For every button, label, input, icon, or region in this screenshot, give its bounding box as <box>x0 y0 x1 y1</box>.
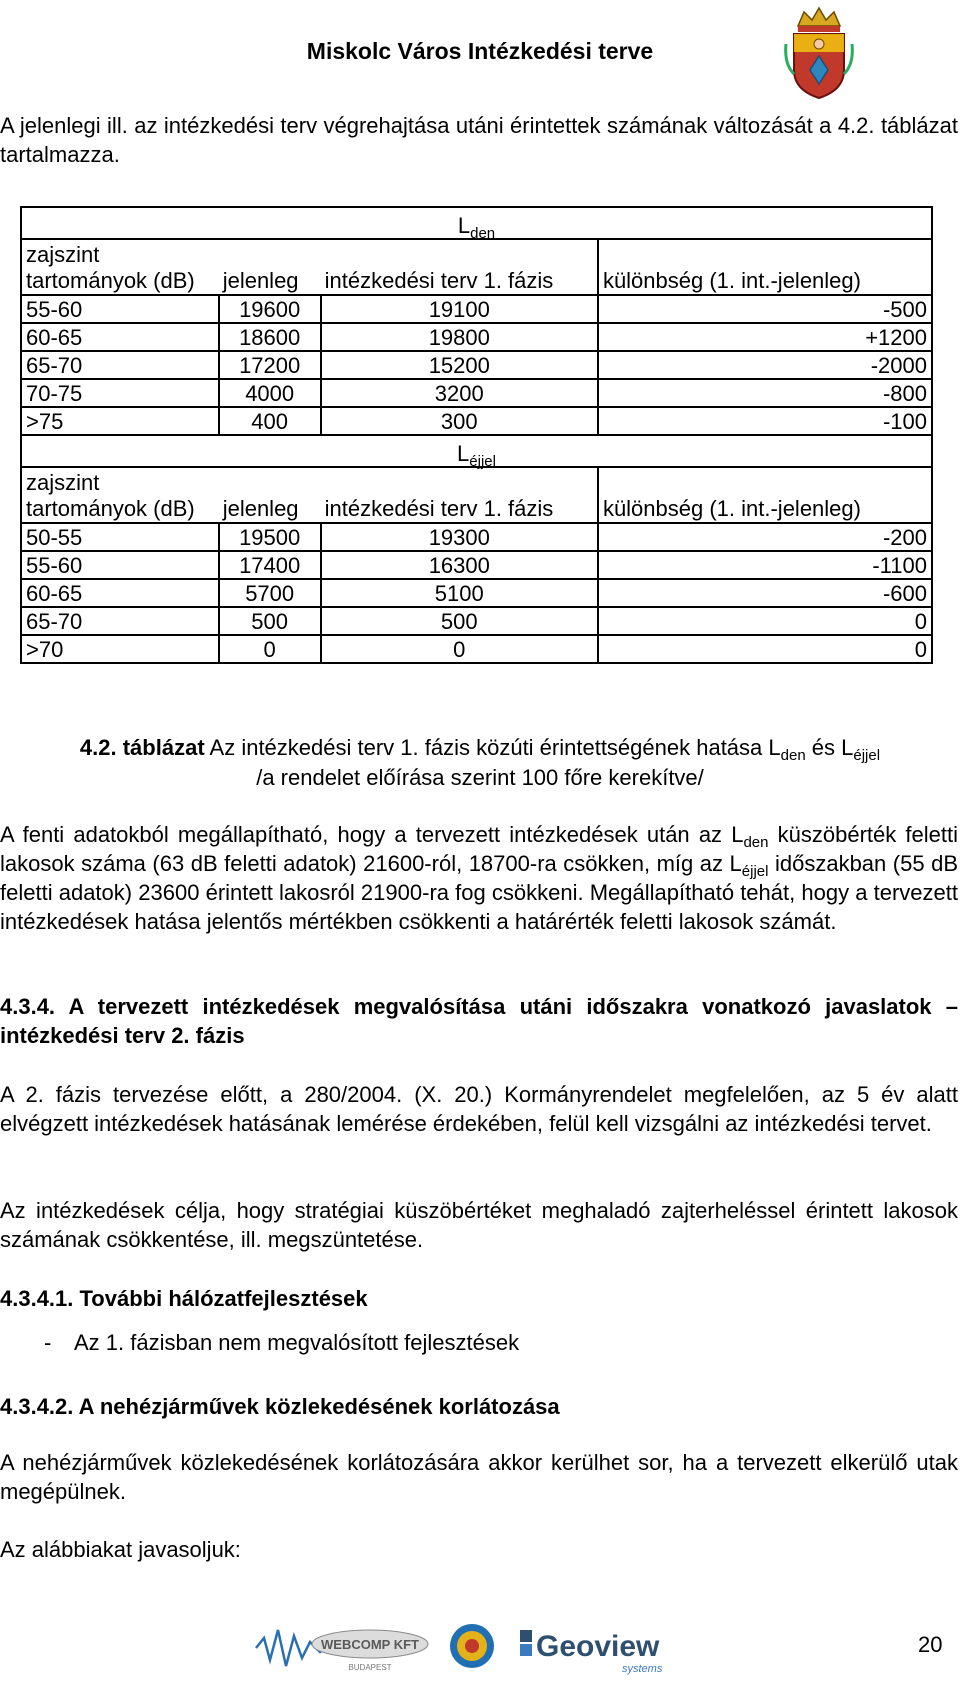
plan-cell: 3200 <box>321 379 598 407</box>
table-caption <box>0 733 960 793</box>
svg-text:BUDAPEST: BUDAPEST <box>348 1663 392 1672</box>
table-row <box>21 407 932 435</box>
document-header-title: Miskolc Város Intézkedési terve <box>306 38 654 64</box>
lejjel-header-current: jelenleg <box>219 467 321 523</box>
lejjel-title-cell: $L_{éjjel}$ <box>21 435 932 467</box>
diff-cell: +1200 <box>598 323 932 351</box>
range-cell: 70-75 <box>21 379 219 407</box>
lden-header-current: jelenleg <box>219 239 321 295</box>
lden-title-cell: $L_{den}$ <box>21 207 932 239</box>
webcomp-logo-icon <box>256 1630 428 1672</box>
current-cell: 17400 <box>219 551 321 579</box>
intro-paragraph: A jelenlegi ill. az intézkedési terv végrehajtása utáni érintettek számának változását a 4.2. táblázat tartalmazza. <box>0 113 958 167</box>
current-cell: 400 <box>219 407 321 435</box>
lden-header-diff: különbség (1. int.-jelenleg) <box>598 239 932 295</box>
lejjel-header-plan: intézkedési terv 1. fázis <box>321 467 598 523</box>
table-row <box>21 607 932 635</box>
range-cell: 65-70 <box>21 351 219 379</box>
table-caption-line1: 4.2. táblázat Az intézkedési terv 1. fázis közúti érintettségének hatása $L_{den}$ és $L_{éjjel}$ <box>79 735 881 764</box>
plan-cell: 15200 <box>321 351 598 379</box>
range-cell: 55-60 <box>21 295 219 323</box>
diff-cell: 0 <box>598 607 932 635</box>
plan-cell: 5100 <box>321 579 598 607</box>
section-heading: 4.3.4. A tervezett intézkedések megvalósítása utáni időszakra vonatkozó javaslatok – intézkedési terv 2. fázis <box>0 994 958 1048</box>
closing-line: Az alábbiakat javasoljuk: <box>0 1537 241 1562</box>
current-cell: 19500 <box>219 523 321 551</box>
table-row <box>21 379 932 407</box>
footer-logos <box>250 1618 730 1678</box>
diff-cell: 0 <box>598 635 932 663</box>
table-row <box>21 323 932 351</box>
diff-cell: -100 <box>598 407 932 435</box>
lejjel-header-range: zajszint tartományok (dB) <box>21 467 219 523</box>
diff-cell: -500 <box>598 295 932 323</box>
range-cell: >75 <box>21 407 219 435</box>
table-caption-number: 4.2. táblázat <box>79 735 205 760</box>
lejjel-header-row <box>21 467 932 523</box>
page-number: 20 <box>918 1632 943 1657</box>
current-cell: 5700 <box>219 579 321 607</box>
diff-cell: -1100 <box>598 551 932 579</box>
goal-paragraph: Az intézkedések célja, hogy stratégiai küszöbértéket meghaladó zajterheléssel érintett lakosok számának csökkentése, ill. megszüntetése. <box>0 1198 958 1252</box>
current-cell: 17200 <box>219 351 321 379</box>
current-cell: 4000 <box>219 379 321 407</box>
heavy-vehicles-paragraph: A nehézjárművek közlekedésének korlátozására akkor kerülhet sor, ha a tervezett elkerülő utak megépülnek. <box>0 1450 958 1504</box>
diff-cell: -600 <box>598 579 932 607</box>
range-cell: 55-60 <box>21 551 219 579</box>
range-cell: 50-55 <box>21 523 219 551</box>
list-item: - Az 1. fázisban nem megvalósított fejlesztések <box>44 1330 520 1355</box>
lden-header-range: zajszint tartományok (dB) <box>21 239 219 295</box>
svg-text:systems: systems <box>622 1663 663 1675</box>
range-cell: 60-65 <box>21 579 219 607</box>
plan-cell: 16300 <box>321 551 598 579</box>
lejjel-header-diff: különbség (1. int.-jelenleg) <box>598 467 932 523</box>
svg-text:Geoview: Geoview <box>536 1630 660 1663</box>
plan-cell: 19100 <box>321 295 598 323</box>
current-cell: 500 <box>219 607 321 635</box>
table-row <box>21 579 932 607</box>
range-cell: 60-65 <box>21 323 219 351</box>
plan-cell: 19300 <box>321 523 598 551</box>
noise-exposure-table <box>20 206 933 664</box>
current-cell: 0 <box>219 635 321 663</box>
svg-text:WEBCOMP KFT: WEBCOMP KFT <box>321 1637 419 1652</box>
phase2-paragraph: A 2. fázis tervezése előtt, a 280/2004. (X. 20.) Kormányrendelet megfelelően, az 5 év alatt elvégzett intézkedések hatásának lemérése érdekében, felül kell vizsgálni az intézkedési tervet. <box>0 1082 958 1136</box>
diff-cell: -2000 <box>598 351 932 379</box>
range-cell: 65-70 <box>21 607 219 635</box>
lden-title-row <box>21 207 932 239</box>
table-row <box>21 523 932 551</box>
subsection-heavy-vehicles-heading: 4.3.4.2. A nehézjárművek közlekedésének korlátozása <box>0 1394 560 1419</box>
plan-cell: 0 <box>321 635 598 663</box>
table-row <box>21 551 932 579</box>
current-cell: 18600 <box>219 323 321 351</box>
geoview-logo-icon <box>450 1624 663 1675</box>
subsection-network-heading: 4.3.4.1. További hálózatfejlesztések <box>0 1286 368 1311</box>
plan-cell: 300 <box>321 407 598 435</box>
table-row <box>21 635 932 663</box>
current-cell: 19600 <box>219 295 321 323</box>
table-row <box>21 351 932 379</box>
plan-cell: 19800 <box>321 323 598 351</box>
table-caption-line2: /a rendelet előírása szerint 100 főre kerekítve/ <box>256 765 704 790</box>
range-cell: >70 <box>21 635 219 663</box>
plan-cell: 500 <box>321 607 598 635</box>
city-crest-icon <box>784 4 854 100</box>
diff-cell: -800 <box>598 379 932 407</box>
lden-header-row <box>21 239 932 295</box>
table-row <box>21 295 932 323</box>
analysis-paragraph: A fenti adatokból megállapítható, hogy a tervezett intézkedések után az $L_{den}$ küszöbérték feletti lakosok száma (63 dB feletti adatok) 21600-ról, 18700-ra csökken, míg az $L_{éjjel}$ időszakban (55 dB feletti adatok) 23600 érintett lakosról 21900-ra fog csökkeni. Megállapítható tehát, hogy a tervezett intézkedések hatása jelentős mértékben csökkenti a határérték feletti lakosok számát. <box>0 822 959 934</box>
lejjel-title-row <box>21 435 932 467</box>
diff-cell: -200 <box>598 523 932 551</box>
lden-header-plan: intézkedési terv 1. fázis <box>321 239 598 295</box>
